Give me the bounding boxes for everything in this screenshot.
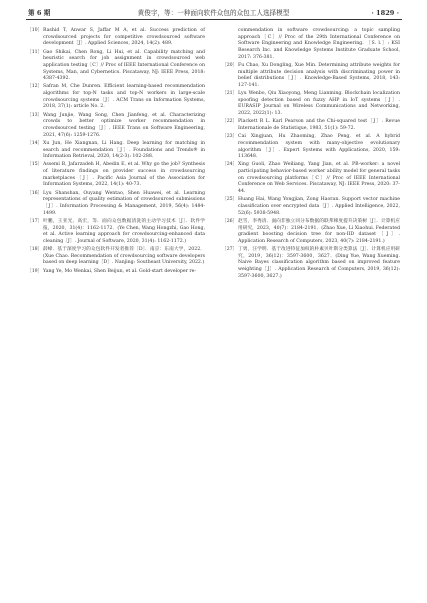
running-title: 黄俊宇，等：一种面向软件众包的众包工人选择模型 bbox=[137, 9, 290, 17]
reference-number: ［17］ bbox=[27, 218, 43, 224]
reference-text: commendation in software crowdsourcing: a topic sampling approach［C］// Proc of the 29th International Conference on Software Engineering and Knowledge Engineering. ［S. l.］: KSI Research Inc. and Knowledge Systems Institute Graduate School, 2017: 376-381. bbox=[238, 28, 400, 60]
reference-text: Wang Junjie, Wang Song, Chen Jianfeng, et al. Characterizing crowds to better optimize worker recommendation in crowdsourced testing［J］. IEEE Trans on Software Engineering, 2021, 47(6): 1259-1276. bbox=[43, 112, 205, 138]
reference-text: 赵雪，李秀清．面向非独立同分布数据的联邦梯度提升决策树［J］．计算机应用研究，2023，40(7)：2184-2191．(Zhao Xue, Li Xiaohui. Federated gradient boosting decision tree for non-IID dataset［J］. Application Research of Computers, 2023, 40(7): 2184-2191.) bbox=[238, 218, 400, 244]
reference-text: 叶鹏，王亚光，高宏，等．面向众包数据清洗的主动学习技术［J］．软件学报，2020，31(4)：1162-1172．(Ye Chen, Wang Hongzhi, Gao Hong, et al. Active learning approach for crowdsourcing-enhanced data cleaning［J］. Journal of Software, 2020, 31(4): 1162-1172.) bbox=[43, 218, 205, 244]
reference-item bbox=[27, 50, 205, 83]
reference-item bbox=[222, 247, 400, 280]
reference-column-left bbox=[27, 28, 205, 277]
page-header bbox=[22, 7, 405, 19]
reference-item bbox=[222, 91, 400, 118]
reference-item bbox=[27, 28, 205, 48]
reference-text: 薛峰．基于深度学习的众包软件开发者推荐［D］．南京：东南大学，2022．(Xue Chao. Recommendation of crowdsourcing software developers based on deep learning［D］. Nanjing: Southeast University, 2022.) bbox=[43, 247, 205, 266]
reference-text: Plackett R L. Karl Pearson and the Chi-squared test［J］. Revue Internationale de Statistique, 1983, 51(1): 59-72. bbox=[238, 119, 400, 131]
reference-item bbox=[27, 113, 205, 140]
reference-item bbox=[27, 269, 205, 276]
issue-number: 第 6 期 bbox=[28, 9, 51, 17]
reference-number: ［22］ bbox=[222, 119, 238, 125]
page-number: · 1829 · bbox=[371, 9, 399, 17]
reference-number: ［18］ bbox=[27, 247, 43, 253]
reference-number: ［16］ bbox=[27, 190, 43, 196]
reference-item bbox=[27, 247, 205, 267]
reference-number: ［12］ bbox=[27, 84, 43, 90]
reference-item bbox=[27, 219, 205, 246]
reference-number: ［26］ bbox=[222, 218, 238, 224]
reference-text: Gao Shikai, Chen Rong, Li Hui, et al. Capability matching and heuristic search for job assignment in crowdsourced web application testing［C］// Proc of IEEE International Conference on Systems, Man, and Cybernetics. Piscataway, NJ: IEEE Press, 2018: 4387-4392. bbox=[43, 49, 205, 82]
reference-item-continued bbox=[222, 28, 400, 61]
reference-number: ［13］ bbox=[27, 112, 43, 118]
reference-number: ［14］ bbox=[27, 140, 43, 146]
reference-number: ［27］ bbox=[222, 247, 238, 253]
reference-number: ［21］ bbox=[222, 91, 238, 97]
reference-text: Assemi B, Jafarzadeh H, Abedin E, et al. Why go the job? Synthesis of literature findings on provider success in crowdsourcing marketplaces［J］. Pacific Asia Journal of the Association for Information Systems, 2022, 14(1): 40-73. bbox=[43, 162, 205, 188]
reference-item bbox=[222, 197, 400, 217]
reference-text: Huang Hai, Wang Yongjian, Zong Haoran. Support vector machine classification over encrypted data［J］. Applied Intelligence, 2022, 52(6): 5938-5948. bbox=[238, 197, 400, 216]
reference-number: ［10］ bbox=[27, 28, 43, 33]
reference-text: Xing Guoli, Zhao Weiliang, Yang Jian, et al. PB-worker: a novel participating behavior-based worker ability model for general tasks on crowdsourcing platforms［C］// Proc of IEEE International Conference on Web Services. Piscataway, NJ: IEEE Press, 2020: 37-44. bbox=[238, 162, 400, 195]
reference-text: Rashid T, Anwar S, Jaffar M A, et al. Success prediction of crowdsourced projects for competitive crowdsourced software development［J］. Applied Sciences, 2024, 14(2): 489. bbox=[43, 28, 205, 47]
reference-number: ［20］ bbox=[222, 62, 238, 68]
reference-number: ［23］ bbox=[222, 134, 238, 140]
reference-item bbox=[222, 119, 400, 132]
reference-column-right bbox=[222, 28, 400, 282]
reference-item bbox=[27, 84, 205, 111]
reference-text: Lyu Shanshan, Ouyang Wentao, Shen Huawei, et al. Learning representations of quality estimation of crowdsourced submissions［J］. Information Processing & Management, 2019, 56(4): 1484-1499. bbox=[43, 190, 205, 216]
reference-number: ［11］ bbox=[27, 49, 43, 55]
reference-item bbox=[27, 162, 205, 189]
reference-text: Xu Jun, He Xiangnan, Li Hang. Deep learning for matching in search and recommendation［J］. Foundations and Trends® in Information Retrieval, 2020, 14(2-3): 102-288. bbox=[43, 140, 205, 160]
reference-text: 丁勇，汪学明．基于改进特征加权的朴素贝叶斯分类算法［J］．计算机应用研究，2019，36(12)：3597-3600，3627．(Ding Yue, Wang Xueming. Naive Bayes classification algorithm based on improved feature weighting［J］. Application Research of Computers, 2019, 36(12): 3597-3600, 3627.) bbox=[238, 247, 400, 279]
reference-text: Fu Chao, Xu Dongling, Xue Min. Determining attribute weights for multiple attribute decision analysis with discriminating power in belief distributions［J］. Knowledge-Based Systems, 2018, 143: 127-141. bbox=[238, 62, 400, 88]
reference-item bbox=[222, 63, 400, 90]
reference-item bbox=[27, 191, 205, 218]
reference-item bbox=[222, 162, 400, 195]
reference-text: Lyu Wenbo, Qiu Xiaoyong, Meng Lianming. Blockchain localization spoofing detection based on fuzzy AHP in IoT systems［J］. EURASIP Journal on Wireless Communications and Networking, 2022, 2022(1): 13. bbox=[238, 91, 400, 117]
reference-number: ［24］ bbox=[222, 162, 238, 168]
reference-item bbox=[222, 134, 400, 161]
reference-item bbox=[222, 219, 400, 246]
reference-item bbox=[27, 141, 205, 161]
reference-number: ［19］ bbox=[27, 268, 43, 274]
header-rule bbox=[26, 19, 402, 20]
reference-text: Safran M, Che Dunren. Efficient learning-based recommendation algorithms for top-N tasks and top-N workers in large-scale crowdsourcing systems［J］. ACM Trans on Information Systems, 2018, 37(1): article No. 2. bbox=[43, 84, 205, 110]
reference-text: Yang Ye, Mo Wenkai, Shen Beijun, et al. Gold-start developer re- bbox=[43, 268, 197, 274]
reference-text: Cai Xingjuan, Hu Zhaoming, Zhao Peng, et al. A hybrid recommendation system with many-objective evolutionary algorithm［J］. Expert Systems with Applications, 2020, 159: 113648. bbox=[238, 134, 400, 160]
reference-number: ［15］ bbox=[27, 162, 43, 168]
reference-number: ［25］ bbox=[222, 197, 238, 203]
